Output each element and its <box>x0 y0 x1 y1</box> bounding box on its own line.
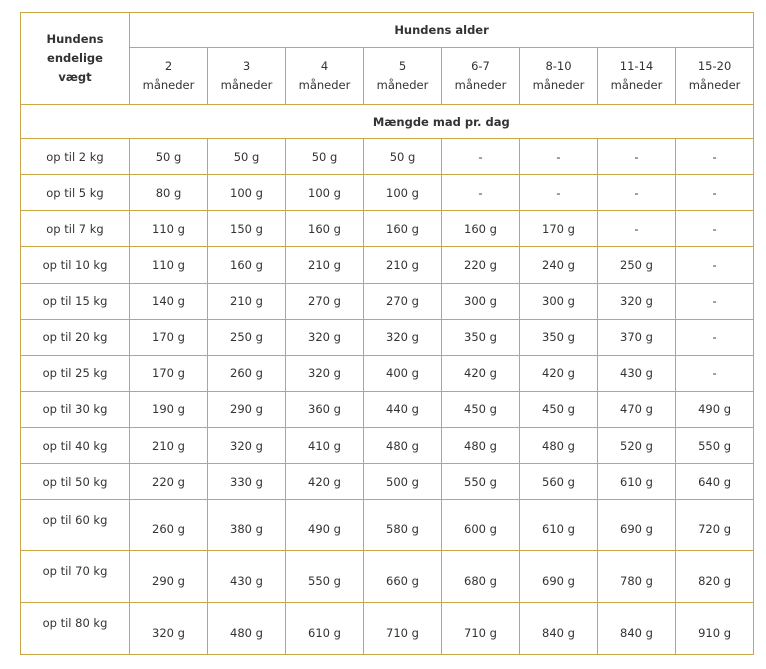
weight-column-header: Hundens endelige vægt <box>21 13 130 105</box>
value-cell: 160 g <box>442 211 520 247</box>
weight-cell: op til 10 kg <box>21 247 130 283</box>
value-cell: 160 g <box>208 247 286 283</box>
value-cell: 290 g <box>208 391 286 427</box>
weight-cell: op til 20 kg <box>21 319 130 355</box>
weight-cell: op til 5 kg <box>21 175 130 211</box>
table-row <box>21 602 754 654</box>
value-cell: 840 g <box>520 602 598 654</box>
value-cell: 170 g <box>130 355 208 391</box>
value-cell: 350 g <box>442 319 520 355</box>
value-cell: 480 g <box>208 602 286 654</box>
value-cell: 420 g <box>442 355 520 391</box>
value-cell: 400 g <box>364 355 442 391</box>
value-cell: 250 g <box>208 319 286 355</box>
value-cell: 250 g <box>598 247 676 283</box>
value-cell: - <box>598 175 676 211</box>
value-cell: 410 g <box>286 428 364 464</box>
table-row <box>21 319 754 355</box>
value-cell: 550 g <box>442 464 520 500</box>
value-cell: 350 g <box>520 319 598 355</box>
value-cell: 320 g <box>286 355 364 391</box>
table-row <box>21 247 754 283</box>
value-cell: - <box>598 139 676 175</box>
value-cell: 110 g <box>130 211 208 247</box>
value-cell: 320 g <box>286 319 364 355</box>
value-cell: - <box>676 211 754 247</box>
weight-cell: op til 40 kg <box>21 428 130 464</box>
value-cell: - <box>676 247 754 283</box>
value-cell: 560 g <box>520 464 598 500</box>
value-cell: 140 g <box>130 283 208 319</box>
value-cell: 220 g <box>130 464 208 500</box>
amount-header-spacer <box>21 105 130 139</box>
value-cell: 320 g <box>208 428 286 464</box>
weight-cell: op til 15 kg <box>21 283 130 319</box>
table-row <box>21 283 754 319</box>
value-cell: 480 g <box>364 428 442 464</box>
value-cell: 50 g <box>208 139 286 175</box>
table-row <box>21 175 754 211</box>
value-cell: - <box>520 139 598 175</box>
value-cell: 690 g <box>520 551 598 602</box>
value-cell: 160 g <box>364 211 442 247</box>
value-cell: 210 g <box>208 283 286 319</box>
value-cell: 600 g <box>442 500 520 551</box>
value-cell: 680 g <box>442 551 520 602</box>
value-cell: 110 g <box>130 247 208 283</box>
value-cell: 420 g <box>286 464 364 500</box>
value-cell: 430 g <box>208 551 286 602</box>
value-cell: 710 g <box>442 602 520 654</box>
value-cell: 470 g <box>598 391 676 427</box>
weight-cell: op til 7 kg <box>21 211 130 247</box>
weight-cell: op til 70 kg <box>21 551 130 602</box>
value-cell: - <box>598 211 676 247</box>
table-row <box>21 464 754 500</box>
table-row <box>21 500 754 551</box>
value-cell: 80 g <box>130 175 208 211</box>
value-cell: 100 g <box>208 175 286 211</box>
value-cell: 360 g <box>286 391 364 427</box>
value-cell: 710 g <box>364 602 442 654</box>
value-cell: 320 g <box>598 283 676 319</box>
value-cell: - <box>442 175 520 211</box>
age-column-header: 4 måneder <box>286 48 364 105</box>
table-row <box>21 391 754 427</box>
value-cell: 300 g <box>442 283 520 319</box>
table-row <box>21 355 754 391</box>
amount-header: Mængde mad pr. dag <box>130 105 754 139</box>
value-cell: - <box>442 139 520 175</box>
value-cell: 820 g <box>676 551 754 602</box>
value-cell: - <box>676 283 754 319</box>
value-cell: 610 g <box>520 500 598 551</box>
table-row <box>21 139 754 175</box>
value-cell: 210 g <box>130 428 208 464</box>
table-row <box>21 211 754 247</box>
value-cell: 190 g <box>130 391 208 427</box>
value-cell: - <box>520 175 598 211</box>
weight-cell: op til 60 kg <box>21 500 130 551</box>
value-cell: 480 g <box>442 428 520 464</box>
value-cell: 520 g <box>598 428 676 464</box>
value-cell: 450 g <box>442 391 520 427</box>
age-column-header: 5 måneder <box>364 48 442 105</box>
age-column-header: 15-20 måneder <box>676 48 754 105</box>
value-cell: 150 g <box>208 211 286 247</box>
value-cell: 50 g <box>286 139 364 175</box>
value-cell: 270 g <box>364 283 442 319</box>
age-column-header: 2 måneder <box>130 48 208 105</box>
weight-cell: op til 25 kg <box>21 355 130 391</box>
value-cell: 480 g <box>520 428 598 464</box>
table-row <box>21 428 754 464</box>
value-cell: 450 g <box>520 391 598 427</box>
value-cell: 720 g <box>676 500 754 551</box>
value-cell: 290 g <box>130 551 208 602</box>
value-cell: 610 g <box>598 464 676 500</box>
age-column-header: 8-10 måneder <box>520 48 598 105</box>
value-cell: 500 g <box>364 464 442 500</box>
value-cell: 780 g <box>598 551 676 602</box>
value-cell: 610 g <box>286 602 364 654</box>
value-cell: 430 g <box>598 355 676 391</box>
feeding-table-container <box>20 12 754 655</box>
value-cell: - <box>676 139 754 175</box>
value-cell: - <box>676 319 754 355</box>
feeding-table <box>20 12 754 655</box>
value-cell: 690 g <box>598 500 676 551</box>
value-cell: 840 g <box>598 602 676 654</box>
value-cell: 210 g <box>286 247 364 283</box>
weight-cell: op til 2 kg <box>21 139 130 175</box>
value-cell: 50 g <box>364 139 442 175</box>
weight-cell: op til 50 kg <box>21 464 130 500</box>
value-cell: 270 g <box>286 283 364 319</box>
value-cell: 330 g <box>208 464 286 500</box>
value-cell: 550 g <box>676 428 754 464</box>
value-cell: 300 g <box>520 283 598 319</box>
weight-cell: op til 30 kg <box>21 391 130 427</box>
value-cell: 260 g <box>208 355 286 391</box>
value-cell: - <box>676 355 754 391</box>
value-cell: 100 g <box>364 175 442 211</box>
value-cell: 490 g <box>286 500 364 551</box>
value-cell: 910 g <box>676 602 754 654</box>
value-cell: 640 g <box>676 464 754 500</box>
value-cell: 320 g <box>130 602 208 654</box>
value-cell: 440 g <box>364 391 442 427</box>
age-column-header: 11-14 måneder <box>598 48 676 105</box>
value-cell: 580 g <box>364 500 442 551</box>
value-cell: 100 g <box>286 175 364 211</box>
value-cell: 170 g <box>130 319 208 355</box>
value-cell: 320 g <box>364 319 442 355</box>
value-cell: 420 g <box>520 355 598 391</box>
value-cell: 50 g <box>130 139 208 175</box>
table-row <box>21 551 754 602</box>
age-group-header: Hundens alder <box>130 13 754 48</box>
value-cell: - <box>676 175 754 211</box>
value-cell: 260 g <box>130 500 208 551</box>
value-cell: 170 g <box>520 211 598 247</box>
value-cell: 550 g <box>286 551 364 602</box>
value-cell: 370 g <box>598 319 676 355</box>
age-column-header: 6-7 måneder <box>442 48 520 105</box>
value-cell: 490 g <box>676 391 754 427</box>
value-cell: 380 g <box>208 500 286 551</box>
value-cell: 210 g <box>364 247 442 283</box>
age-column-header: 3 måneder <box>208 48 286 105</box>
weight-cell: op til 80 kg <box>21 602 130 654</box>
value-cell: 240 g <box>520 247 598 283</box>
value-cell: 660 g <box>364 551 442 602</box>
value-cell: 160 g <box>286 211 364 247</box>
value-cell: 220 g <box>442 247 520 283</box>
